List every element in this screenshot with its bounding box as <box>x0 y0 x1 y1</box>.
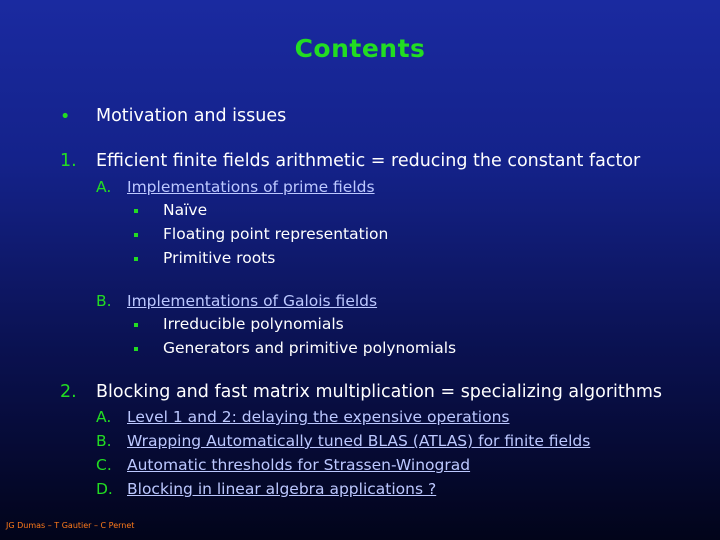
slide-title: Contents <box>294 34 426 63</box>
link-blocking-applications[interactable]: Blocking in linear algebra applications ? <box>127 480 437 498</box>
item-generators: Generators and primitive polynomials <box>163 339 457 357</box>
link-prime-fields[interactable]: Implementations of prime fields <box>127 178 375 196</box>
square-bullet-icon <box>134 347 138 351</box>
link-galois-fields[interactable]: Implementations of Galois fields <box>127 292 378 310</box>
bullet-motivation: Motivation and issues <box>96 106 287 126</box>
item-floating-point: Floating point representation <box>163 225 389 243</box>
square-bullet-icon <box>134 209 138 213</box>
section-1a-marker: A. <box>96 178 112 196</box>
item-irreducible-polynomials: Irreducible polynomials <box>163 315 344 333</box>
section-1b-marker: B. <box>96 292 112 310</box>
square-bullet-icon <box>134 323 138 327</box>
link-atlas[interactable]: Wrapping Automatically tuned BLAS (ATLAS) for finite fields <box>127 432 591 450</box>
bullet-marker: • <box>60 107 71 127</box>
section-2a-marker: A. <box>96 408 112 426</box>
section-2-marker: 2. <box>60 382 77 402</box>
section-2b-marker: B. <box>96 432 112 450</box>
footer-authors: JG Dumas – T Gautier – C Pernet <box>6 521 135 530</box>
section-1-marker: 1. <box>60 151 77 171</box>
square-bullet-icon <box>134 233 138 237</box>
square-bullet-icon <box>134 257 138 261</box>
item-primitive-roots: Primitive roots <box>163 249 276 267</box>
section-2d-marker: D. <box>96 480 113 498</box>
item-naive: Naïve <box>163 201 208 219</box>
section-2-heading: Blocking and fast matrix multiplication = specializing algorithms <box>96 382 662 402</box>
section-2c-marker: C. <box>96 456 112 474</box>
section-1-heading: Efficient finite fields arithmetic = reducing the constant factor <box>96 151 641 171</box>
link-level-1-2[interactable]: Level 1 and 2: delaying the expensive operations <box>127 408 510 426</box>
link-strassen-winograd[interactable]: Automatic thresholds for Strassen-Winograd <box>127 456 471 474</box>
